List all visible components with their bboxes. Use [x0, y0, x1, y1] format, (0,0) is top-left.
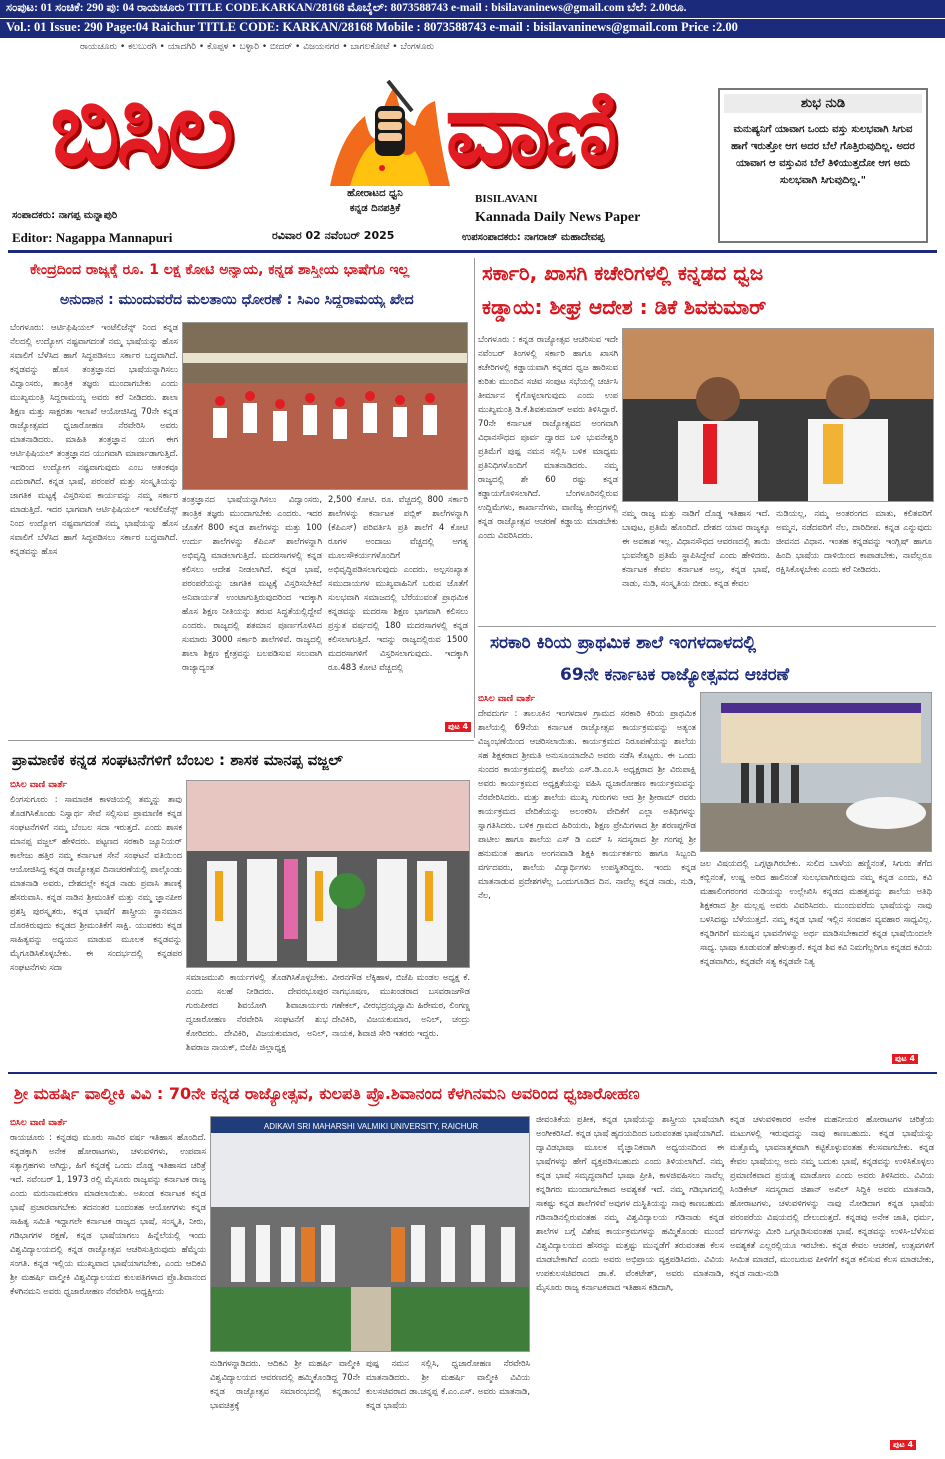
- story3-photo: [186, 780, 470, 968]
- story5-column-1-text: ರಾಯಚೂರು : ಕನ್ನಡವು ಮೂರು ಸಾವಿರ ವರ್ಷ ಇತಿಹಾಸ ಹೊಂದಿದೆ. ಕನ್ನಡಕ್ಕಾಗಿ ಅನೇಕ ಹೋರಾಟಗಳು, ಚಳುವಳಿಗಳು, ಉಪವಾಸ ಸತ್ಯಾಗ್ರಹಗಳು ಆಗಿದ್ದು, ಹಿಗೆ ಕನ್ನಡಕ್ಕೆ ಒಂದು ದೊಡ್ಡ ಇತಿಹಾಸದ ಚರಿತ್ರೆ ಇದೆ. ನವೆಂಬರ್ 1, 1973 ರಲ್ಲಿ ಮೈಸೂರು ರಾಜ್ಯವನ್ನು ಕರ್ನಾಟಕ ರಾಜ್ಯ ಎಂದು ಮರುನಾಮಕರಣ ಮಾಡಲಾಯಿತು. ಅಖಂಡ ಕರ್ನಾಟಕ ಕನ್ನಡ ಭಾಷೆ ಪ್ರಚಾರವಾಗಬೇಕು ತದನಂತರ ಬಂದಂತಹ ಆಯೋಗಗಳು ಕನ್ನಡ ಸಾಹಿತ್ಯ ಸಮಿತಿ ಇದ್ದಾಗಲೇ ಕರ್ನಾಟಕ ರಾಜ್ಯದ ಭಾಷೆ, ಸಂಸ್ಕೃತಿ, ನೀರು, ಗಡಿಭಾಗಗಳ ರಕ್ಷಣೆ, ಕನ್ನಡ ಭಾಷೆಯಾಗಲು ಹಿನ್ನೆಲೆಯಲ್ಲಿ ಇಂದು ವಿಶ್ವವಿದ್ಯಾಲಯದಲ್ಲಿ ಕನ್ನಡ ರಾಜ್ಯೋತ್ಸವ ಆಚರಿಸುತ್ತಿರುವುದು ಹೆಮ್ಮೆಯ ಸಂಗತಿ. ಕನ್ನಡ ಇಲ್ಲಿಯ ಮುಖ್ಯವಾದ ಭಾಷೆಯಾಗಬೇಕು, ಎಂದು ಆದಿಕವಿ ಶ್ರೀ ಮಹರ್ಷಿ ವಾಲ್ಮೀಕಿ ವಿಶ್ವವಿದ್ಯಾಲಯದ ಕುಲಪತಿಗಳಾದ ಪ್ರೊ.ಶಿವಾನಂದ ಕೆಳಗಿನಮನಿ ಅವರು ಧ್ವಜಾರೋಹಣ ನೆರವೇರಿಸಿ ಅಧ್ಯಕ್ಷೀಯ: [10, 1132, 206, 1296]
- story2-column-3: ನುಡಿಯಲ್ಲ, ನಮ್ಮ ಅಂತರಂಗದ ಮಾತು, ಕಲಿತವರಿಗೆ ಅಮ್ಮನ, ನಡೆದವರಿಗೆ ನೆಲ, ದಾರಿದೀಪ. ಕನ್ನಡ ಎನ್ನುವುದು ಜೀವನದ ವಿಧಾನ. ಇಂತಹ ಕನ್ನಡವನ್ನು ಇಂಗ್ಲಿಷ್ ಹಾಗೂ ಹಿಂದಿ ಭಾಷೆಯ ದಾಳಿಯಿಂದ ಕಾಪಾಡಬೇಕು, ನಾವೆಲ್ಲರೂ ರಕ್ಷಿಸಿಕೊಳ್ಳಬೇಕು ಎಂದು ಕರೆ ನೀಡಿದರು.: [776, 508, 932, 574]
- story4-continued-label: ಪುಟ 4: [892, 1054, 918, 1064]
- fist-pen-logo-icon: [320, 76, 460, 196]
- story2-bottom-rule: [478, 626, 936, 627]
- story4-headline-2: 69ನೇ ಕರ್ನಾಟಕ ರಾಜ್ಯೋತ್ಸವದ ಆಚರಣೆ: [560, 665, 790, 685]
- story5-column-5: ಕನ್ನಡ ಚಳುವಳಿಕಾರರ ಅನೇಕ ಮಹನೀಯರ ಹೋರಾಟಗಳ ಚರಿತ್ರೆಯ ಮಟುಗಳಲ್ಲಿ ಇರುವುದನ್ನು ನಾವು ಕಾಣಬಹುದು. ಕನ್ನಡ ಭಾಷೆಯನ್ನು ಮತ್ತೊಮ್ಮೆ ಭಾವನಾತ್ಮಕವಾಗಿ ಕಟ್ಟಿಕೊಳ್ಳುವಂತಹ ಕೆಲಸವಾಗಬೇಕು. ಕನ್ನಡ ಕೇವಲ ಭಾಷೆಯಲ್ಲ ಅದು ನಮ್ಮ ಬದುಕು ಭಾಷೆ, ಕನ್ನಡವನ್ನು ಉಳಿಸಿಕೊಳ್ಳಲು ಪ್ರಮಾಣಿಕವಾದ ಪ್ರಯತ್ನ ಮಾಡೋಣ ಎಂದು ಅವರು ತಿಳಿಸಿದರು. ವಿವಿಯ ಸಿಂಡಿಕೇಟ್ ಸದಸ್ಯರಾದ ಜಿಶಾನ್ ಅಖಿಲ್ ಸಿದ್ದಿಕಿ ಅವರು ಮಾತನಾಡಿ, ಹೋರಾಟಗಳು, ಚಳುವಳಿಗಳನ್ನು ನಾವು ನೋಡಿದಾಗ ಕನ್ನಡ ಭಾಷೆಯ ಪರಂಪರೆಯ ವಿಷಯದಲ್ಲಿ ದೇಲುದುತ್ತದೆ. ಕನ್ನಡವು ಅನೇಕ ಜಾತಿ, ಧರ್ಮ, ವರ್ಗಗಳನ್ನು ಮೀರಿ ಒಗ್ಗೂಡಿಸುವಂತಹ ಭಾಷೆ. ಕನ್ನಡವನ್ನು ಉಳಿಸಿ-ಬೆಳೆಸುವ ಅವಶ್ಯಕತೆ ಎಲ್ಲರಲ್ಲಿಯೂ ಇರಬೇಕು. ಕನ್ನಡ ಕೇವಲ ಆಚರಣೆ, ಉತ್ಸವಗಳಿಗೆ ಸೀಮಿತ ಮಾಡದೆ, ಮುಂಬರುವ ಪೀಳಿಗೆಗೆ ಕನ್ನಡ ಕಲಿಸುವ ಕೆಲಸ ಮಾಡಬೇಕು, ಕನ್ನಡ ನಾಡು-ನುಡಿ: [730, 1114, 934, 1278]
- story1-column-2: ತಂತ್ರಜ್ಞಾನದ ಭಾಷೆಯನ್ನಾಗಿಸಲು ವಿದ್ವಾಂಸರು, ತಾಂತ್ರಿಕ ತಜ್ಞರು ಮುಂದಾಗಬೇಕು ಎಂದರು. ಇದರ ಜೊತೆಗೆ 800 ಕನ್ನಡ ಶಾಲೆಗಳನ್ನು ಮತ್ತು 100 ಉರ್ದು ಶಾಲೆಗಳನ್ನು ಕೆಪಿಎಸ್ ಶಾಲೆಗಳನ್ನಾಗಿ ಅಭಿವೃದ್ಧಿ ಮಾಡಲಾಗುತ್ತಿದೆ. ಮದರಸಾಗಳಲ್ಲಿ ಕನ್ನಡ ಕಲಿಸಲು ಆದೇಶ ನೀಡಲಾಗಿದೆ. ಕನ್ನಡ ಭಾಷೆ, ಪರಂಪರೆಯನ್ನು ಜಾಗತಿಕ ಮಟ್ಟಕ್ಕೆ ವಿಸ್ತರಿಸಬೇಕಿದೆ ಅನಿವಾರ್ಯತೆ ಉಂಟಾಗುತ್ತಿರುವುದರಿಂದ ಇದಕ್ಕಾಗಿ ಹೊಸ ಶಿಕ್ಷಣ ನೀತಿಯನ್ನು ತರುವ ಸಿದ್ಧತೆಯಲ್ಲಿದ್ದೇವೆ ಎಂದರು. ರಾಜ್ಯದಲ್ಲಿ ಶತಮಾನ ಪೂರ್ಣಗೊಳಿಸಿದ ಸುಮಾರು 3000 ಸರ್ಕಾರಿ ಶಾಲೆಗಳಿವೆ. ರಾಜ್ಯದಲ್ಲಿ ಶಾಲಾ ಶಿಕ್ಷಣ ಕ್ಷೇತ್ರವನ್ನು ಬಲಪಡಿಸುವ ಸಲುವಾಗಿ ರಾಜ್ಯಾದ್ಯಂತ: [182, 494, 322, 672]
- story3-dateline: ಬಿಸಿಲ ವಾಣಿ ವಾರ್ತೆ: [10, 780, 67, 790]
- column-divider: [474, 258, 475, 738]
- tagline: [310, 186, 440, 216]
- tagline-line2: ಕನ್ನಡ ದಿನಪತ್ರಿಕೆ: [349, 203, 401, 214]
- story4-dateline: ಬಿಸಿಲ ವಾಣಿ ವಾರ್ತೆ: [478, 694, 535, 704]
- story5-column-1: [10, 1116, 206, 1452]
- story1-column-3: 2,500 ಕೋಟಿ. ರೂ. ವೆಚ್ಚದಲ್ಲಿ 800 ಸರ್ಕಾರಿ ಶಾಲೆಗಳನ್ನು ಕರ್ನಾಟಕ ಪಬ್ಲಿಕ್ ಶಾಲೆಗಳನ್ನಾಗಿ (ಕೆಪಿಎಸ್) ಪರಿವರ್ತಿಸಿ ಪ್ರತಿ ಶಾಲೆಗೆ 4 ಕೋಟಿ ರೂಗಳ ಅಂದಾಜು ವೆಚ್ಚದಲ್ಲಿ ಅಗತ್ಯ ಮೂಲಸೌಕರ್ಯಗಳೊಂದಿಗೆ ಅಭಿವೃದ್ಧಿಪಡಿಸಲಾಗುವುದು ಎಂದರು. ಅಲ್ಪಸಂಖ್ಯಾತ ಸಮುದಾಯಗಳ ಮುಖ್ಯವಾಹಿನಿಗೆ ಬರುವ ಜೊತೆಗೆ ಸುಲಭವಾಗಿ ಸಮಾಜದಲ್ಲಿ ಬೆರೆಯುವಂತೆ ಪ್ರಾಥಮಿಕ ಕನ್ನಡವನ್ನು ಮದರಸಾ ಶಿಕ್ಷಣ ಭಾಗವಾಗಿ ಕಲಿಸಲು ಪ್ರಸ್ತುತ ವರ್ಷದಲ್ಲಿ 180 ಮದರಸಾಗಳಲ್ಲಿ ಕನ್ನಡ ಕಲಿಸಲಾಗುತ್ತಿದೆ. ಇದನ್ನು ರಾಜ್ಯದಲ್ಲಿರುವ 1500 ಮದರಸಾಗಳಿಗೆ ವಿಸ್ತರಿಸಲಾಗುವುದು. ಇದಕ್ಕಾಗಿ ರೂ.483 ಕೋಟಿ ವೆಚ್ಚದಲ್ಲಿ: [328, 494, 468, 672]
- story4-column-2: ಜಲ ವಿಷಯದಲ್ಲಿ ಒಗ್ಗಟ್ಟಾಗಿರಬೇಕು. ಸುಲಿದ ಬಾಳೆಯ ಹಣ್ಣಿನಂತೆ, ಸಿಗುರು ತೆಗೆದ ಕಬ್ಬಿನಂತೆ, ಉಷ್ಣ ಅರಿದ ಹಾಲಿನಂತೆ ಸುಲಭವಾಗಿರುವುದು ನಮ್ಮ ಕನ್ನಡ ಎಂದು, ಕವಿ ಮಹಾಲಿಂಗರಂಗರ ನುಡಿಯನ್ನು ಉಲ್ಲೇಖಿಸಿ ಕನ್ನಡದ ಮಹತ್ವವನ್ನು ಶಾಲೆಯ ಅತಿಥಿ ಶಿಕ್ಷಕರಾದ ಶ್ರೀ ಮಲ್ಲಪ್ಪ ಅವರು ವಿವರಿಸಿದರು. ಮುಂದುವರೆದು ಭಾಷೆಯನ್ನು ನಾವು ಬಳಸಿದಷ್ಟು ಬೆಳೆಯುತ್ತದೆ. ನಮ್ಮ ಕನ್ನಡ ಭಾಷೆ ಇಲ್ಲಿನ ಸಂವಹನ ವ್ಯವಹಾರ ಸಾಧ್ಯವಿಲ್ಲ. ಕನ್ನಡಿಗರಿಗೆ ಮನುಷ್ಯನ ಭಾವನೆಗಳನ್ನು ಅರ್ಥ ಮಾಡಿಸಬೇಕಾದರೆ ಕನ್ನಡ ಭಾಷೆಯಿಂದಲೇ ಸಾಧ್ಯ. ಭಾಷಾ ಕೂಡುವಂತೆ ಹೇಳುತ್ತಾರೆ. ಕನ್ನಡ ಶಿವ ಕವಿ ನಿಮಗೆಲ್ಲರಿಗೂ ಕನ್ನಡದ ಕವಿಯ ಕನ್ನಡವಾಗಿರು, ಕನ್ನಡವೇ ಸತ್ಯ ಕನ್ನಡವೇ ನಿತ್ಯ: [700, 858, 932, 966]
- story4-photo: [700, 692, 932, 852]
- story2-headline-1: ಸರ್ಕಾರಿ, ಖಾಸಗಿ ಕಚೇರಿಗಳಲ್ಲಿ ಕನ್ನಡದ ಧ್ವಜ: [482, 261, 764, 285]
- story2-column-1: ಬೆಂಗಳೂರು : ಕನ್ನಡ ರಾಜ್ಯೋತ್ಸವ ಆಚರಿಸುವ ಇದೇ ನವೆಂಬರ್ ತಿಂಗಳಲ್ಲಿ ಸರ್ಕಾರಿ ಹಾಗೂ ಖಾಸಗಿ ಕಚೇರಿಗಳಲ್ಲಿ ಕಡ್ಡಾಯವಾಗಿ ಕನ್ನಡದ ಧ್ವಜ ಹಾರಿಸುವ ಕುರಿತು ಮುಂದಿನ ಸಚಿವ ಸಂಪುಟ ಸಭೆಯಲ್ಲಿ ಚರ್ಚಿಸಿ ತೀರ್ಮಾನ ಕೈಗೊಳ್ಳಲಾಗುವುದು ಎಂದು ಉಪ ಮುಖ್ಯಮಂತ್ರಿ ಡಿ.ಕೆ.ಶಿವಕುಮಾರ್ ಅವರು ತಿಳಿಸಿದ್ದಾರೆ. 70ನೇ ಕರ್ನಾಟಕ ರಾಜ್ಯೋತ್ಸವದ ಅಂಗವಾಗಿ ವಿಧಾನಸೌಧದ ಪೂರ್ವ ದ್ವಾರದ ಬಳಿ ಭುವನೇಶ್ವರಿ ಪ್ರತಿಮೆಗೆ ಪುಷ್ಪ ನಮನ ಸಲ್ಲಿಸಿ ಬಳಿಕ ಮಾಧ್ಯಮ ಪ್ರತಿನಿಧಿಗಳೊಂದಿಗೆ ಮಾತನಾಡಿದರು. ನಮ್ಮ ರಾಜ್ಯದಲ್ಲಿ ಶೇ 60 ರಷ್ಟು ಕನ್ನಡ ಕಡ್ಡಾಯಗೊಳಿಸಲಾಗಿದೆ. ಬೆಂಗಳೂರಿನಲ್ಲಿರುವ ಉದ್ದಿಮೆಗಳು, ಕಾರ್ಖಾನೆಗಳು, ವಾಣಿಜ್ಯ ಕೇಂದ್ರಗಳಲ್ಲಿ ಕನ್ನಡ ರಾಜ್ಯೋತ್ಸವ ಆಚರಣೆ ಕಡ್ಡಾಯ ಮಾಡಬೇಕು ಎಂದು ವಿವರಿಸಿದರು.: [478, 334, 618, 540]
- leaders-on-stage-image: [623, 329, 934, 502]
- story4-headline-1: ಸರಕಾರಿ ಕಿರಿಯ ಪ್ರಾಥಮಿಕ ಶಾಲೆ ಇಂಗಳದಾಳದಲ್ಲಿ: [490, 633, 757, 653]
- english-name: BISILAVANI: [475, 193, 538, 205]
- story5-headline: ಶ್ರೀ ಮಹರ್ಷಿ ವಾಲ್ಮೀಕಿ ವಿವಿ : 70ನೇ ಕನ್ನಡ ರಾಜ್ಯೋತ್ಸವ, ಕುಲಪತಿ ಪ್ರೊ.ಶಿವಾನಂದ ಕೆಳಗಿನಮನಿ ಅವರಿಂದ ಧ್ವಜಾರೋಹಣ: [14, 1084, 640, 1103]
- story1-headline-1: ಕೇಂದ್ರದಿಂದ ರಾಜ್ಯಕ್ಕೆ ರೂ. 1 ಲಕ್ಷ ಕೋಟಿ ಅನ್ಯಾಯ, ಕನ್ನಡ ಶಾಸ್ತ್ರೀಯ ಭಾಷೆಗೂ ಇಲ್ಲ: [30, 262, 410, 278]
- issue-date: ರವಿವಾರ 02 ನವೆಂಬರ್ 2025: [272, 229, 395, 242]
- story3-top-rule: [8, 740, 474, 741]
- masthead-title-left: ಬಿಸಿಲ: [50, 67, 231, 189]
- header-kannada-bar: ಸಂಪುಟ: 01 ಸಂಚಿಕೆ: 290 ಪು: 04 ರಾಯಚೂರು TITLE CODE.KARKAN/28168 ಮೊಬೈಲ್: 8073588743 e-mail : bisilavaninews@gmail.com ಬೆಲೆ: 2.00ರೂ.: [0, 0, 945, 18]
- story1-column-1: ಬೆಂಗಳೂರು: ಆರ್ಟಿಫಿಷಿಯಲ್ ಇಂಟೆಲಿಜೆನ್ಸ್ ನಿಂದ ಕನ್ನಡ ನೆಲದಲ್ಲಿ ಉದ್ಯೋಗ ನಷ್ಟವಾಗದಂತೆ ನಮ್ಮ ಭಾಷೆಯನ್ನು ಹೊಸ ಸವಾಲಿಗೆ ಬೆಳೆಸಿದ ಹಾಗೆ ಸಿದ್ಧಪಡಿಸಲು ಸರ್ಕಾರ ಬದ್ಧವಾಗಿದೆ. ಕನ್ನಡವನ್ನು ಹೊಸ ತಂತ್ರಜ್ಞಾನದ ಭಾಷೆಯನ್ನಾಗಿಸಲು ವಿದ್ವಾಂಸರು, ತಾಂತ್ರಿಕ ತಜ್ಞರು ಮುಂದಾಗಬೇಕು ಎಂದು ಮುಖ್ಯಮಂತ್ರಿ ಸಿದ್ದರಾಮಯ್ಯ ಅವರು ಕರೆ ನೀಡಿದರು. ಶಾಲಾ ಶಿಕ್ಷಣ ಮತ್ತು ಸಾಕ್ಷರತಾ ಇಲಾಖೆ ಆಯೋಜಿಸಿದ್ದ 70ನೇ ಕನ್ನಡ ರಾಜ್ಯೋತ್ಸವದ ಧ್ವಜಾರೋಹಣ ನೆರವೇರಿಸಿ ಅವರು ಮಾತನಾಡಿದರು. ಮಾಹಿತಿ ತಂತ್ರಜ್ಞಾನ ಯುಗ ಈಗ ಆರ್ಟಿಫಿಷಿಯಲ್ ತಂತ್ರಜ್ಞಾನದ ಯುಗವಾಗಿ ಮಾರ್ಪಾಡಾಗುತ್ತಿದೆ. ಇದರಿಂದ ಉದ್ಯೋಗ ನಷ್ಟವಾಗುವುದು ಎಂಬ ಆತಂಕವೂ ಎದುರಾಗಿದೆ. ಕನ್ನಡ ಭಾಷೆ, ಪರಂಪರೆ ಮತ್ತು ಸಂಸ್ಕೃತಿಯನ್ನು ಜಾಗತಿಕ ಮಟ್ಟಕ್ಕೆ ವಿಸ್ತರಿಸುವ ಕಾರ್ಯವನ್ನು ನಮ್ಮ ಸರ್ಕಾರ ಮಾಡುತ್ತಿದೆ. ಇದರ ಭಾಗವಾಗಿ ಆರ್ಟಿಫಿಷಿಯಲ್ ಇಂಟೆಲಿಜೆನ್ಸ್ ನಿಂದ ಉದ್ಯೋಗ ನಷ್ಟವಾಗದಂತೆ ನಮ್ಮ ಭಾಷೆಯನ್ನು ಹೊಸ ಸವಾಲಿಗೆ ಬೆಳೆಸಿದ ಹಾಗೆ ಸಿದ್ಧಪಡಿಸಲು ಸರ್ಕಾರ ಬದ್ಧವಾಗಿದೆ. ಕನ್ನಡವನ್ನು ಹೊಸ: [10, 322, 178, 556]
- quote-body: ಮನುಷ್ಯನಿಗೆ ಯಾವಾಗ ಒಂದು ವಸ್ತು ಸುಲಭವಾಗಿ ಸಿಗುವ ಹಾಗೆ ಇರುತ್ತೋ ಆಗ ಅದರ ಬೆಲೆ ಗೊತ್ತಿರುವುದಿಲ್ಲ. ಅದರ ಯಾವಾಗ ಆ ವಸ್ತುವಿನ ಬೆಲೆ ತಿಳಿಯುತ್ತದೋ ಆಗ ಅದು ಸುಲಭವಾಗಿ ಸಿಗುವುದಿಲ್ಲ.": [731, 124, 915, 186]
- story3-headline: ಪ್ರಾಮಾಣಿಕ ಕನ್ನಡ ಸಂಘಟನೆಗಳಿಗೆ ಬೆಂಬಲ : ಶಾಸಕ ಮಾನಪ್ಪ ವಜ್ಜಲ್: [12, 751, 343, 769]
- editor-english: Editor: Nagappa Mannapuri: [12, 230, 173, 245]
- district-list: ರಾಯಚೂರು • ಕಲಬುರಗಿ • ಯಾದಗಿರಿ • ಕೊಪ್ಪಳ • ಬಳ್ಳಾರಿ • ಬೀದರ್ • ವಿಜಯನಗರ • ಬಾಗಲಕೋಟೆ • ಬೆಂಗಳೂರು: [80, 42, 435, 52]
- header-english-bar: Vol.: 01 Issue: 290 Page:04 Raichur TITLE CODE: KARKAN/28168 Mobile : 8073588743 e-mail : bisilavaninews@gmail.com Price :2.00: [0, 19, 945, 38]
- story5-dateline: ಬಿಸಿಲ ವಾಣಿ ವಾರ್ತೆ: [10, 1118, 67, 1128]
- sub-editor: ಉಪಸಂಪಾದಕರು: ನಾಗರಾಜ್ ಮಹಾದೇವಪ್ಪ: [462, 232, 605, 243]
- university-flag-hoisting-image: [211, 1117, 530, 1352]
- story1-headline-2: ಅನುದಾನ : ಮುಂದುವರೆದ ಮಲತಾಯಿ ಧೋರಣೆ : ಸಿಎಂ ಸಿದ್ದರಾಮಯ್ಯ ಖೇದ: [60, 292, 414, 308]
- english-subtitle: Kannada Daily News Paper: [475, 210, 641, 225]
- story1-continued-label: ಪುಟ 4: [445, 722, 471, 732]
- story2-photo: [622, 328, 934, 502]
- header-rule: [8, 250, 937, 253]
- school-flag-ceremony-image: [701, 693, 932, 852]
- tree-planting-image: [187, 781, 470, 968]
- story3-column-1: [10, 778, 182, 1066]
- story3-column-2: ಸಮಾಜಮುಖಿ ಕಾರ್ಯಗಳಲ್ಲಿ ತೊಡಗಿಸಿಕೊಳ್ಳಬೇಕು. ಎಂದು ಸಲಹೆ ನೀಡಿದರು. ದೇವರಭೂಪುರ ಗುರುಪೀಠದ ಶಿವಯೋಗಿ ಶಿವಾಚಾರ್ಯರು ದ್ವಜಾರೋಹಣ ನೆರವೇರಿಸಿ ಸಂಘಟನೆಗೆ ಶುಭ ಕೋರಿದರು. ದೇವಿಕಿರಿ, ವಿಜಯಕುಮಾರ, ಅನಿಲ್, ಶಿವರಾಜ ನಾಯಕ್, ಬಿಜೆಪಿ ಜಿಲ್ಲಾಧ್ಯಕ್ಷ: [186, 972, 328, 1052]
- tagline-line1: ಹೋರಾಟದ ಧ್ವನಿ: [347, 188, 403, 199]
- story4-column-1-text: ದೇವದುರ್ಗ : ತಾಲೂಕಿನ ಇಂಗಳದಾಳ ಗ್ರಾಮದ ಸರಕಾರಿ ಕಿರಿಯ ಪ್ರಾಥಮಿಕ ಶಾಲೆಯಲ್ಲಿ 69ನೆಯ ಕರ್ನಾಟಕ ರಾಜ್ಯೋತ್ಸವ ಕಾರ್ಯಕ್ರಮವನ್ನು ಅತ್ಯಂತ ವಿಜೃಂಭಣೆಯಿಂದ ಆಚರಿಸಲಾಯಿತು. ಕಾರ್ಯಕ್ರಮದ ನಿರೂಪಣೆಯನ್ನು ಶಾಲೆಯ ಸಹ ಶಿಕ್ಷಕರಾದ ಶ್ರೀಮತಿ ಅನುಸೂಯಾದೇವಿ ಅವರು ನಡೆಸಿ ಕೊಟ್ಟರು. ಈ ಒಂದು ಸುಂದರ ಕಾರ್ಯಕ್ರಮದಲ್ಲಿ ಶಾಲೆಯ ಎಸ್.ಡಿ.ಎಂ.ಸಿ ಅಧ್ಯಕ್ಷರಾದ ಶ್ರೀ ವಿರುಪಾಕ್ಷಿ ಅವರು ಕಾರ್ಯಕ್ರಮದ ಅಧ್ಯಕ್ಷತೆಯನ್ನು ವಹಿಸಿ ಧ್ವಜಾರೋಹಣ ಕಾರ್ಯಕ್ರಮವನ್ನು ನೆರವೇರಿಸಿದರು. ಮತ್ತು ಶಾಲೆಯ ಮುಖ್ಯ ಗುರುಗಳು ಆದ ಶ್ರೀ ಶ್ರೀರಾಮ್ ರವರು ಕಾರ್ಯಕ್ರಮದ ವೇದಿಕೆಯನ್ನು ಅಲಂಕರಿಸಿ ವೇದಿಕೆಗೆ ಎಲ್ಲಾ ಅತಿಥಿಗಳನ್ನು ಸ್ವಾಗತಿಸಿದರು. ಬಳಿಕ ಗ್ರಾಮದ ಹಿರಿಯರು, ಶಿಕ್ಷಣ ಪ್ರೇಮಿಗಳಾದ ಶ್ರೀ ಶರಣಪ್ಪಗೌಡ ಪಾಟೀಲ ಹಾಗೂ ಶಾಲೆಯ ಎಸ್ ಡಿ ಎಮ್ ಸಿ ಸದಸ್ಯರಾದ ಶ್ರೀ ಗಂಗಪ್ಪ ಶ್ರೀ ಹನುಮಂತ ಹಾಗೂ ಅಂಗನವಾಡಿ ಶಿಕ್ಷಕಿ ಕಾರ್ಯಕರ್ತರು ಹಾಗೂ ಸಿಬ್ಬಂದಿ ವರ್ಗದವರು, ಶಾಲೆಯ ವಿದ್ಯಾರ್ಥಿಗಳು ಉಪಸ್ಥಿತರಿದ್ದರು. ಇಂದು ಕನ್ನಡ ಮಾತನಾಡುವ ಪ್ರದೇಶಗಳೆಲ್ಲ ಒಂದುಗೂಡಿದ ದಿನ. ನಾವೆಲ್ಲ ಕನ್ನಡ ನಾಡು, ನುಡಿ, ನೆಲ,: [478, 708, 696, 900]
- story5-photo: [210, 1116, 530, 1352]
- story3-column-3: ವೀರನಗೌಡ ಲೆಕ್ಕಿಹಾಳ, ಬಿಜೆಪಿ ಮಂಡಲ ಅಧ್ಯಕ್ಷ ಕೆ. ನಾಗಭೂಷಣ, ಮುಖಂಡರಾದ ಬಸವರಾಜಗೌಡ ಗಣೇಕಲ್, ವೀರಭದ್ರಯ್ಯಸ್ವಾಮಿ ಹಿರೇಮಠ, ಲಿಂಗಣ್ಣ ದೇವಿಕಿರಿ, ವಿಜಯಕುಮಾರ, ಅನಿಲ್, ಚಂದ್ರು ನಾಯಕ, ಶಿವಾಜಿ ಸೇರಿ ಇತರರು ಇದ್ದರು.: [332, 972, 470, 1038]
- story2-headline-2: ಕಡ್ಡಾಯ: ಶೀಘ್ರ ಆದೇಶ : ಡಿಕೆ ಶಿವಕುಮಾರ್: [482, 295, 767, 319]
- quote-box: [718, 88, 928, 243]
- university-banner-text: ADIKAVI SRI MAHARSHI VALMIKI UNIVERSITY, RAICHUR: [263, 1122, 479, 1131]
- story5-top-rule: [8, 1072, 937, 1074]
- story5-column-3: ಪುಷ್ಪ ನಮನ ಸಲ್ಲಿಸಿ, ಧ್ವಜಾರೋಹಣ ನೆರವೇರಿಸಿ ಮಾತನಾಡಿದರು. ಶ್ರೀ ಮಹರ್ಷಿ ವಾಲ್ಮೀಕಿ ವಿವಿಯ ಕುಲಸಚಿವರಾದ ಡಾ.ಚನ್ನಪ್ಪ ಕೆ.ಎಂ.ಎಸ್. ಅವರು ಮಾತನಾಡಿ, ಕನ್ನಡ ಭಾಷೆಯ: [366, 1358, 530, 1410]
- story5-column-2: ನುಡಿಗಳನ್ನಾಡಿದರು. ಆದಿಕವಿ ಶ್ರೀ ಮಹರ್ಷಿ ವಾಲ್ಮೀಕಿ ವಿಶ್ವವಿದ್ಯಾಲಯದ ಆವರಣದಲ್ಲಿ ಹಮ್ಮಿಕೊಂಡಿದ್ದ 70ನೇ ಕನ್ನಡ ರಾಜ್ಯೋತ್ಸವ ಸಮಾರಂಭದಲ್ಲಿ ಕನ್ನಡಾಂಬೆ ಭಾವಚಿತ್ರಕ್ಕೆ: [210, 1358, 360, 1410]
- story5-continued-label: ಪುಟ 4: [890, 1440, 916, 1450]
- school-children-dance-image: [183, 323, 468, 490]
- story4-column-1: [478, 692, 696, 1064]
- editor-kannada: ಸಂಪಾದಕರು: ನಾಗಪ್ಪ ಮನ್ನಾಪುರಿ: [12, 210, 118, 221]
- masthead-title-right: ವಾಣಿ: [445, 67, 615, 189]
- story5-column-4: ಜೀವಂತಿಕೆಯ ಪ್ರತೀಕ, ಕನ್ನಡ ಭಾಷೆಯನ್ನು ಶಾಸ್ತ್ರೀಯ ಭಾಷೆಯಾಗಿ ಅಂಗೀಕರಿಸಿದೆ. ಕನ್ನಡ ಭಾಷೆ ಹೃದಯದಿಂದ ಬರುವಂತಹ ಭಾಷೆಯಾಗಿದೆ. ದ್ವಾವಿಡಭಾಷಾ ಮೂಲಕ ವೈಜ್ಞಾನಿಕವಾಗಿ ಅಧ್ಯಯನದಿಂದ ಈ ಭಾಷೆಗಳನ್ನು ಹೇಗೆ ವ್ಯಕ್ತಪಡಿಸಬಹುದು ಎಂದು ತಿಳಿಯಲಾಗಿದೆ. ನಮ್ಮ ಕನ್ನಡ ಭಾಷೆ ಸಮೃದ್ಧವಾಗಿದೆ ಭಾಷಾ ಪ್ರೀತಿ, ಕಾಳಜಿವಹಿಸಲು ನಾವೆಲ್ಲ ಕನ್ನಡಿಗರು ಮುಂದಾಗಬೇಕಾದ ಅವಶ್ಯಕತೆ ಇದೆ. ನಮ್ಮ ಗಡಿಭಾಗದಲ್ಲಿ ಸಾಕಷ್ಟು ಕನ್ನಡ ಶಾಲೆಗಳಿವೆ ಅವುಗಳ ದುಸ್ಥಿತಿಯನ್ನು ನಾವು ಕಾಣಬಹುದು ಗಡಿನಾಡಿನಲ್ಲಿರುವಂತಹ ನಮ್ಮ ವಿಶ್ವವಿದ್ಯಾಲಯ ಗಡಿನಾಡು ಕನ್ನಡ ಶಾಲೆಗಳ ಬಗ್ಗೆ ವಿಶೇಷ ಕಾರ್ಯಕ್ರಮಗಳನ್ನು ಹಮ್ಮಿಕೊಂಡು ಮುಂದೆ ವಿಶ್ವವಿದ್ಯಾಲಯದ ಹೆಸರನ್ನು ಮತ್ತಷ್ಟು ಮುನ್ನಡೆಗೆ ತರುವಂತಹ ಕೆಲಸ ಮಾಡಬೇಕಾಗಿದೆ ಎಂದು ಅವರು ಅಭಿಪ್ರಾಯ ವ್ಯಕ್ತಪಡಿಸಿದರು. ವಿವಿಯ ಉಪಕುಲಸಚಿವರಾದ ಡಾ.ಕೆ. ವೆಂಕಟೇಶ್, ಅವರು ಮಾತನಾಡಿ, ಮೈಸೂರು ರಾಜ್ಯ ಕರ್ನಾಟಕವಾದ ಇತಿಹಾಸ ಕಡಿದಾಗಿ,: [536, 1114, 724, 1292]
- story3-column-1-text: ಲಿಂಗಸುಗೂರು : ಸಾಮಾಜಿಕ ಕಾಳಜಿಯಲ್ಲಿ ತಮ್ಮನ್ನು ತಾವು ತೊಡಗಿಸಿಕೊಂಡು ನಿಸ್ವಾರ್ಥ ಸೇವೆ ಸಲ್ಲಿಸುವ ಪ್ರಾಮಾಣಿಕ ಕನ್ನಡ ಸಂಘಟನೆಗಳಿಗೆ ನಮ್ಮ ಬೆಂಬಲ ಸದಾ ಇರುತ್ತದೆ. ಎಂದು ಶಾಸಕ ಮಾನಪ್ಪ ವಜ್ಜಲ್ ಹೇಳಿದರು. ಪಟ್ಟಣದ ಸರಕಾರಿ ಜ್ಯೂನಿಯರ್ ಕಾಲೇಜು ಹತ್ತಿರ ನಮ್ಮ ಕರ್ನಾಟಕ ಸೇನೆ ಸಂಘಟನೆ ವತಿಯಿಂದ ಆಯೋಜಿಸಿದ್ದ ಕನ್ನಡ ರಾಜ್ಯೋತ್ಸವ ದಿನಾಚರಣೆಯಲ್ಲಿ ಪಾಲ್ಗೊಂಡು ಮಾತನಾಡಿ ಅವರು, ದೇಶದಲ್ಲೇ ಕನ್ನಡ ನಾಡು ಪ್ರವಾಸಿ ತಾಣಕ್ಕೆ ಹೆಸರುವಾಸಿ. ಕನ್ನಡ ನಾಡಿನ ಶ್ರೀಮಂತಿಕೆ ಮತ್ತು ನಮ್ಮ ಜ್ಞಾನಪೀಠ ಪ್ರಶಸ್ತಿ ಪುರಸ್ಕೃತರು, ಕನ್ನಡ ಭಾಷೆಗೆ ಶಾಸ್ತ್ರೀಯ ಸ್ಥಾನಮಾನ ದೊರಕಿರುವುದು ಕನ್ನಡದ ಶ್ರೀಮಂತಿಕೆಗೆ ಸಾಕ್ಷಿ. ಯುವಕರು ಕನ್ನಡ ಸಾಹಿತ್ಯವನ್ನು ಅಧ್ಯಯನ ಮಾಡುವ ಮೂಲಕ ಕನ್ನಡವನ್ನು ಮೈಗೂಡಿಸಿಕೊಳ್ಳಬೇಕು. ಈ ಸಂದರ್ಭದಲ್ಲಿ ಕನ್ನಡಪರ ಸಂಘಟನೆಗಳು ಸದಾ: [10, 794, 182, 972]
- story2-column-2: ನಮ್ಮ ರಾಜ್ಯ ಮತ್ತು ನಾಡಿಗೆ ದೊಡ್ಡ ಇತಿಹಾಸ ಇದೆ. ಬಾವುಟ, ಪ್ರತಿಮೆ ಹೊಂದಿದೆ. ದೇಶದ ಯಾವ ರಾಜ್ಯಕ್ಕೂ ಈ ಅವಕಾಶ ಇಲ್ಲ. ವಿಧಾನಸೌಧದ ಆವರಣದಲ್ಲಿ ತಾಯಿ ಭುವನೇಶ್ವರಿ ಪ್ರತಿಮೆ ಸ್ಥಾಪಿಸಿದ್ದೇವೆ ಎಂದು ಹೇಳಿದರು. ಕರ್ನಾಟಕ ಕೇವಲ ಕರ್ನಾಟಕ ಅಲ್ಲ, ಕನ್ನಡ ಭಾಷೆ, ನಾಡು, ನುಡಿ, ಸಂಸ್ಕೃತಿಯ ಬೀಡು. ಕನ್ನಡ ಕೇವಲ: [622, 508, 770, 588]
- story1-photo: [182, 322, 468, 490]
- quote-title: ಶುಭ ನುಡಿ: [724, 94, 922, 113]
